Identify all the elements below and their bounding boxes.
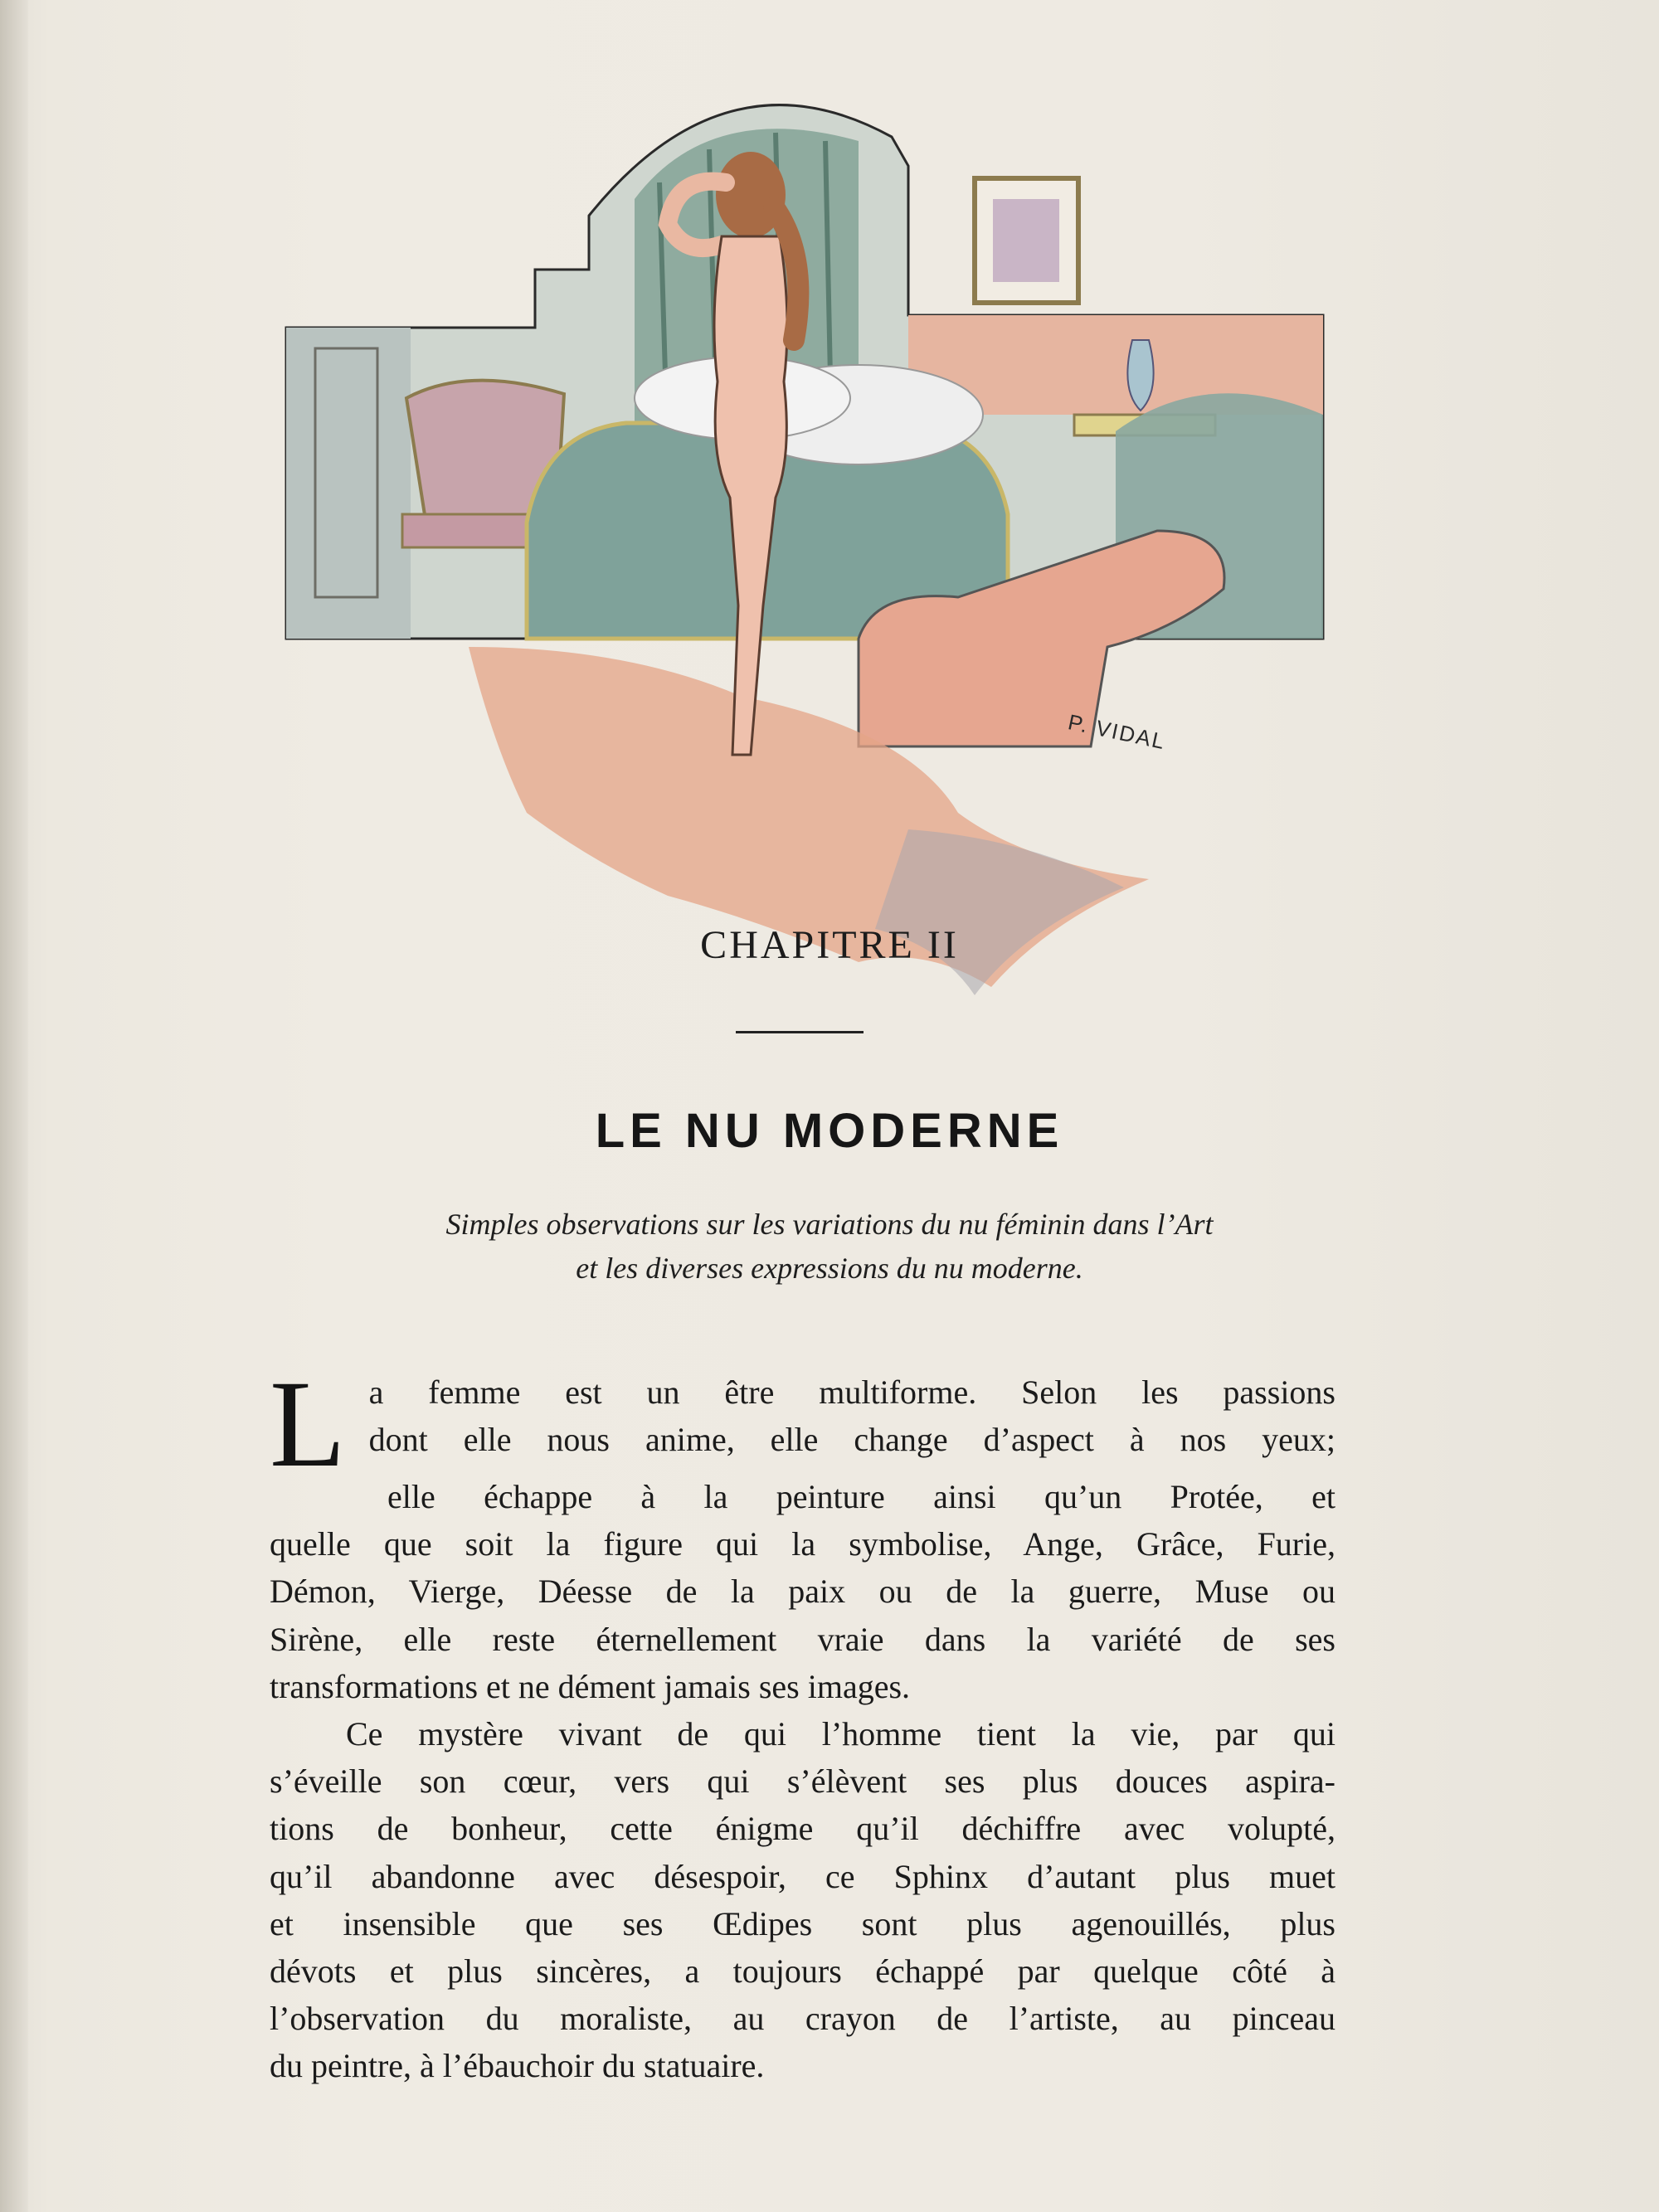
text-line: quelle que soit la figure qui la symbolise, Ange, Grâce, Furie, bbox=[270, 1525, 1335, 1563]
text-line: Sirène, elle reste éternellement vraie dans la variété de ses bbox=[270, 1620, 1335, 1658]
subtitle-line-1: Simples observations sur les variations du nu féminin dans l’Art bbox=[445, 1208, 1214, 1241]
text-line: s’éveille son cœur, vers qui s’élèvent ses plus douces aspira- bbox=[270, 1762, 1335, 1801]
artist-signature: P. VIDAL bbox=[1065, 709, 1169, 755]
chapter-label: CHAPITRE II bbox=[700, 923, 959, 967]
text-line: tions de bonheur, cette énigme qu’il déchiffre avec volupté, bbox=[270, 1810, 1335, 1848]
text-line: l’observation du moraliste, au crayon de l’artiste, au pinceau bbox=[270, 2000, 1335, 2038]
text-line: du peintre, à l’ébauchoir du statuaire. bbox=[270, 2047, 765, 2085]
chapter-illustration bbox=[278, 66, 1340, 1062]
text-line-content: Ce mystère vivant de qui l’homme tient la vie, par qui bbox=[346, 1714, 1335, 1753]
drop-cap: L bbox=[270, 1369, 346, 1473]
chapter-subtitle bbox=[0, 1203, 1659, 1291]
text-line: dévots et plus sincères, a toujours échappé par quelque côté à bbox=[270, 1952, 1335, 1990]
text-line: dont elle nous anime, elle change d’aspect à nos yeux; bbox=[368, 1421, 1335, 1459]
text-line bbox=[270, 1710, 1335, 1757]
text-line: elle échappe à la peinture ainsi qu’un Protée, et bbox=[387, 1478, 1335, 1515]
body-text bbox=[270, 1369, 1335, 2089]
chapter-title: LE NU MODERNE bbox=[595, 1104, 1064, 1158]
text-line: a femme est un être multiforme. Selon les passions bbox=[368, 1373, 1335, 1411]
text-line: qu’il abandonne avec désespoir, ce Sphinx d’autant plus muet bbox=[270, 1857, 1335, 1895]
chapter-divider bbox=[736, 1031, 864, 1033]
text-line: transformations et ne dément jamais ses images. bbox=[270, 1667, 911, 1705]
subtitle-line-2: et les diverses expressions du nu moderne. bbox=[576, 1252, 1083, 1285]
paragraph-1 bbox=[270, 1369, 1335, 1473]
text-line: et insensible que ses Œdipes sont plus agenouillés, plus bbox=[270, 1904, 1335, 1942]
text-line: Démon, Vierge, Déesse de la paix ou de la guerre, Muse ou bbox=[270, 1573, 1335, 1611]
